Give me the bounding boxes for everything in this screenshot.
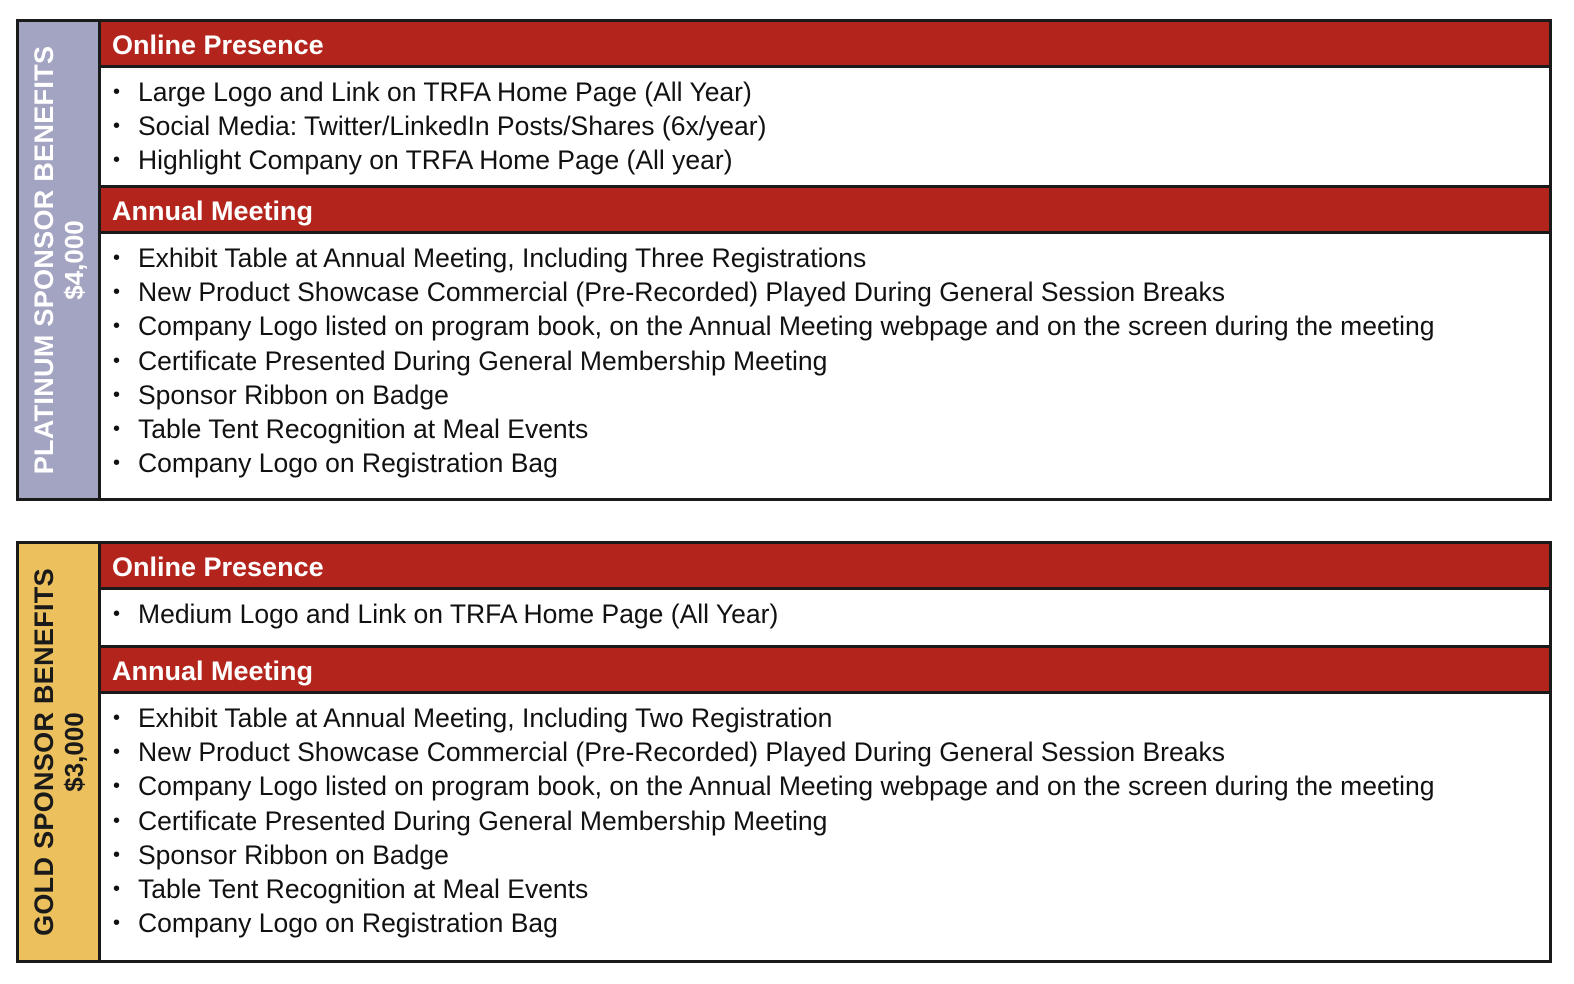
- bullet-icon: •: [113, 707, 121, 729]
- gold-benefits: [101, 544, 1549, 960]
- list-item: • Medium Logo and Link on TRFA Home Page (All Year): [113, 597, 1549, 631]
- list-item: • Exhibit Table at Annual Meeting, Including Two Registration: [113, 701, 1549, 735]
- list-item: • Certificate Presented During General Membership Meeting: [113, 344, 1549, 378]
- list-item: • Highlight Company on TRFA Home Page (All year): [113, 143, 1549, 177]
- platinum-tier-box: [16, 19, 1552, 501]
- gold-annual-list: [101, 694, 1549, 960]
- platinum-tier-title: PLATINUM SPONSOR BENEFITS: [28, 45, 59, 475]
- list-item: • Certificate Presented During General Membership Meeting: [113, 804, 1549, 838]
- list-item: • Exhibit Table at Annual Meeting, Including Three Registrations: [113, 241, 1549, 275]
- gold-tier-box: [16, 541, 1552, 963]
- bullet-icon: •: [113, 603, 121, 625]
- bullet-icon: •: [113, 281, 121, 304]
- list-item: • Large Logo and Link on TRFA Home Page (All Year): [113, 75, 1549, 109]
- bullet-icon: •: [113, 315, 121, 338]
- bullet-icon: •: [113, 115, 121, 138]
- platinum-annual-heading: Annual Meeting: [101, 188, 1549, 234]
- list-item: • New Product Showcase Commercial (Pre-Recorded) Played During General Session Breaks: [113, 275, 1549, 309]
- gold-side-label: [19, 544, 101, 960]
- list-item: • Table Tent Recognition at Meal Events: [113, 872, 1549, 906]
- bullet-icon: •: [113, 741, 121, 764]
- platinum-online-list: [101, 68, 1549, 188]
- platinum-annual-list: [101, 234, 1549, 498]
- platinum-benefits: [101, 22, 1549, 498]
- platinum-tier-price: $4,000: [58, 220, 89, 300]
- bullet-icon: •: [113, 149, 121, 172]
- platinum-side-label: [19, 22, 101, 498]
- bullet-icon: •: [113, 809, 121, 832]
- gold-online-heading: Online Presence: [101, 544, 1549, 590]
- bullet-icon: •: [113, 843, 121, 866]
- bullet-icon: •: [113, 247, 121, 269]
- gold-online-list: [101, 590, 1549, 648]
- bullet-icon: •: [113, 81, 121, 103]
- list-item: • Sponsor Ribbon on Badge: [113, 838, 1549, 872]
- gold-tier-title: GOLD SPONSOR BENEFITS: [28, 568, 59, 936]
- bullet-icon: •: [113, 452, 121, 475]
- gold-annual-heading: Annual Meeting: [101, 648, 1549, 694]
- list-item: • Company Logo on Registration Bag: [113, 446, 1549, 480]
- bullet-icon: •: [113, 383, 121, 406]
- list-item: • New Product Showcase Commercial (Pre-Recorded) Played During General Session Breaks: [113, 735, 1549, 769]
- bullet-icon: •: [113, 418, 121, 441]
- list-item: • Company Logo on Registration Bag: [113, 906, 1549, 940]
- list-item: • Company Logo listed on program book, on the Annual Meeting webpage and on the screen during the meeting: [113, 309, 1549, 343]
- list-item: • Table Tent Recognition at Meal Events: [113, 412, 1549, 446]
- list-item: • Social Media: Twitter/LinkedIn Posts/Shares (6x/year): [113, 109, 1549, 143]
- list-item: • Sponsor Ribbon on Badge: [113, 378, 1549, 412]
- bullet-icon: •: [113, 349, 121, 372]
- list-item: • Company Logo listed on program book, on the Annual Meeting webpage and on the screen during the meeting: [113, 769, 1549, 803]
- bullet-icon: •: [113, 912, 121, 935]
- gold-tier-price: $3,000: [58, 712, 89, 792]
- bullet-icon: •: [113, 775, 121, 798]
- bullet-icon: •: [113, 878, 121, 901]
- platinum-online-heading: Online Presence: [101, 22, 1549, 68]
